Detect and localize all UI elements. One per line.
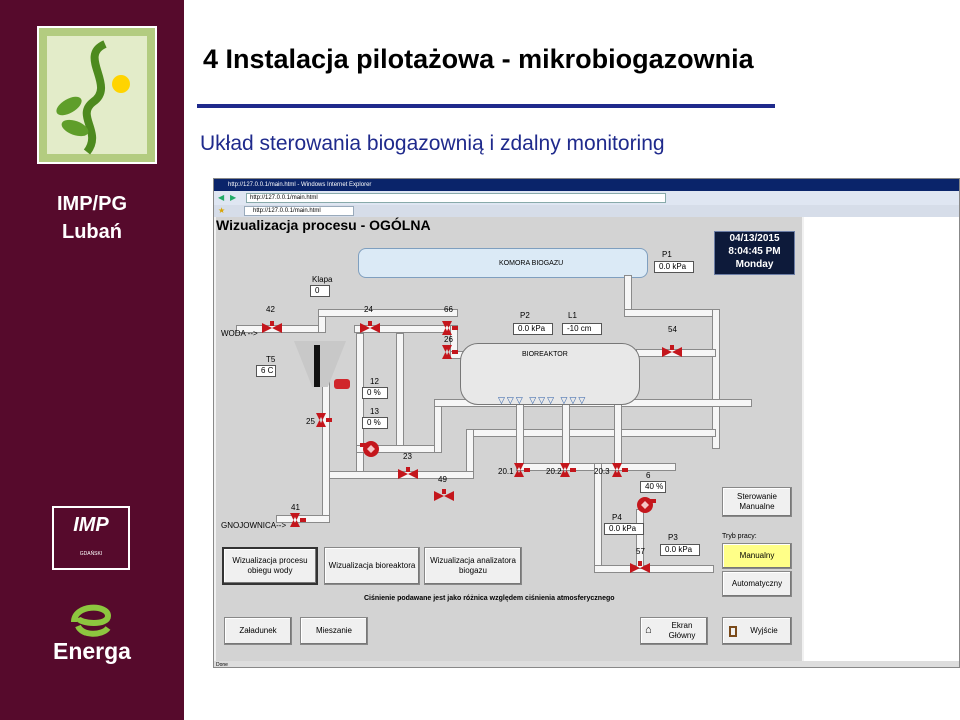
- klapa-value: 0: [310, 285, 330, 297]
- slurry-inlet-label: GNOJOWNICA-->: [221, 521, 287, 530]
- p1-value: 0.0 kPa: [654, 261, 694, 273]
- chamber-label: KOMORA BIOGAZU: [499, 260, 564, 267]
- valve-54-icon[interactable]: [662, 345, 682, 359]
- valve-26-icon[interactable]: [440, 345, 460, 359]
- valve-42-label: 42: [266, 305, 275, 314]
- water-inlet-label: WODA -->: [221, 329, 258, 338]
- slide-subtitle: Układ sterowania biogazownią i zdalny monitoring: [200, 132, 665, 155]
- pipe-segment: [516, 399, 524, 469]
- valve-23-icon[interactable]: [398, 467, 418, 481]
- l1-value: -10 cm: [562, 323, 602, 335]
- title-underline: [197, 104, 775, 108]
- l1-label: L1: [568, 311, 577, 320]
- valve-49-label: 49: [438, 475, 447, 484]
- valve-57-label: 57: [636, 547, 645, 556]
- organization-label: [0, 190, 184, 246]
- forward-icon[interactable]: ▶: [230, 193, 237, 202]
- favorites-star-icon[interactable]: ★: [218, 206, 226, 215]
- energa-logo-text: Energa: [53, 638, 131, 664]
- pipe-segment: [636, 509, 644, 569]
- mix-button[interactable]: Mieszanie: [300, 617, 368, 645]
- org-name: IMP/PG: [56, 193, 127, 215]
- automatic-mode-button[interactable]: Automatyczny: [722, 571, 792, 597]
- valve-49-icon[interactable]: [434, 489, 454, 503]
- bioreactor-view-button[interactable]: Wizualizacja bioreaktora: [324, 547, 420, 585]
- pipe-segment: [614, 399, 622, 469]
- home-screen-label: Ekran Główny: [668, 621, 696, 640]
- pipe-segment: [396, 333, 404, 453]
- pipe-segment: [594, 463, 602, 573]
- valve-24-icon[interactable]: [360, 321, 380, 335]
- imd-logo: [52, 506, 130, 570]
- bioreactor-label: BIOREAKTOR: [522, 351, 568, 358]
- t5-value: 6 C: [256, 365, 276, 377]
- hmi-heading: Wizualizacja procesu - OGÓLNA: [216, 217, 431, 233]
- valve-41-icon[interactable]: [288, 513, 308, 527]
- pipe-segment: [712, 309, 720, 449]
- pipe-segment: [318, 309, 458, 317]
- heater-icon: [334, 379, 350, 389]
- slide-title: 4 Instalacja pilotażowa - mikrobiogazownia: [203, 44, 754, 74]
- valve-25-icon[interactable]: [314, 413, 334, 427]
- valve-41-label: 41: [291, 503, 300, 512]
- manual-mode-button[interactable]: Manualny: [722, 543, 792, 569]
- home-screen-button[interactable]: [640, 617, 708, 645]
- pump-12-value: 0 %: [362, 387, 388, 399]
- valve-20-2-icon[interactable]: [558, 463, 578, 477]
- valve-20-3-icon[interactable]: [610, 463, 630, 477]
- pump-6-icon[interactable]: [634, 495, 656, 515]
- p3-value: 0.0 kPa: [660, 544, 700, 556]
- hopper-level: [314, 345, 320, 387]
- valve-42-icon[interactable]: [262, 321, 282, 335]
- energa-logo-icon: [66, 598, 116, 638]
- pressure-note: Ciśnienie podawane jest jako różnica względem ciśnienia atmosferycznego: [364, 595, 615, 602]
- pump-6-value: 40 %: [640, 481, 666, 493]
- time-text: 8:04:45 PM: [728, 246, 781, 257]
- date-text: 04/13/2015: [729, 233, 780, 244]
- pump-6-label: 6: [646, 471, 651, 480]
- empty-page-area: [804, 217, 960, 661]
- load-button[interactable]: Załadunek: [224, 617, 292, 645]
- p3-label: P3: [668, 533, 678, 542]
- exit-button[interactable]: [722, 617, 792, 645]
- valve-57-icon[interactable]: [630, 561, 650, 575]
- datetime-panel: [714, 231, 795, 275]
- pipe-segment: [624, 309, 716, 317]
- pump-13-label: 13: [370, 407, 379, 416]
- home-icon: ⌂: [645, 624, 652, 636]
- hmi-canvas: [216, 217, 802, 661]
- browser-status-bar: Done: [214, 661, 960, 668]
- valve-20-1-icon[interactable]: [512, 463, 532, 477]
- mode-label: Tryb pracy:: [722, 533, 757, 540]
- url-input[interactable]: http://127.0.0.1/main.html: [246, 193, 666, 203]
- valve-23-label: 23: [403, 452, 412, 461]
- pipe-segment: [594, 565, 714, 573]
- valve-66-icon[interactable]: [440, 321, 460, 335]
- p4-value: 0.0 kPa: [604, 523, 644, 535]
- door-icon: [729, 626, 737, 637]
- manual-control-button[interactable]: Sterowanie Manualne: [722, 487, 792, 517]
- pump-13-icon[interactable]: [360, 439, 382, 459]
- day-text: Monday: [735, 259, 774, 270]
- browser-window: [213, 178, 960, 668]
- biogas-analyzer-view-button[interactable]: Wizualizacja analizatora biogazu: [424, 547, 522, 585]
- diffusers: ▽▽▽ ▽▽▽ ▽▽▽: [498, 395, 588, 405]
- exit-label: Wyjście: [750, 626, 778, 635]
- imd-logo-text: IMP: [73, 514, 109, 536]
- pump-12-label: 12: [370, 377, 379, 386]
- valve-24-label: 24: [364, 305, 373, 314]
- pipe-segment: [466, 429, 716, 437]
- valve-25-label: 25: [306, 417, 315, 426]
- valve-26-label: 26: [444, 335, 453, 344]
- p1-label: P1: [662, 250, 672, 259]
- browser-tab[interactable]: http://127.0.0.1/main.html: [244, 206, 354, 216]
- p2-label: P2: [520, 311, 530, 320]
- klapa-label: Klapa: [312, 275, 333, 284]
- back-icon[interactable]: ◀: [218, 193, 225, 202]
- valve-54-label: 54: [668, 325, 677, 334]
- window-titlebar: http://127.0.0.1/main.html - Windows Internet Explorer: [214, 179, 960, 191]
- pipe-segment: [322, 379, 330, 519]
- pump-13-value: 0 %: [362, 417, 388, 429]
- valve-20-1-label: 20.1: [498, 467, 514, 476]
- pipe-segment: [562, 399, 570, 469]
- valve-20-3-label: 20.3: [594, 467, 610, 476]
- imd-logo-subtext: GDAŃSKI: [79, 551, 103, 557]
- p2-value: 0.0 kPa: [513, 323, 553, 335]
- t5-label: T5: [266, 355, 276, 364]
- valve-20-2-label: 20.2: [546, 467, 562, 476]
- water-circuit-view-button[interactable]: Wizualizacja procesu obiegu wody: [222, 547, 318, 585]
- biogas-logo: [37, 26, 157, 164]
- valve-66-label: 66: [444, 305, 453, 314]
- p4-label: P4: [612, 513, 622, 522]
- pipe-segment: [434, 399, 442, 453]
- org-city: Lubań: [62, 221, 122, 243]
